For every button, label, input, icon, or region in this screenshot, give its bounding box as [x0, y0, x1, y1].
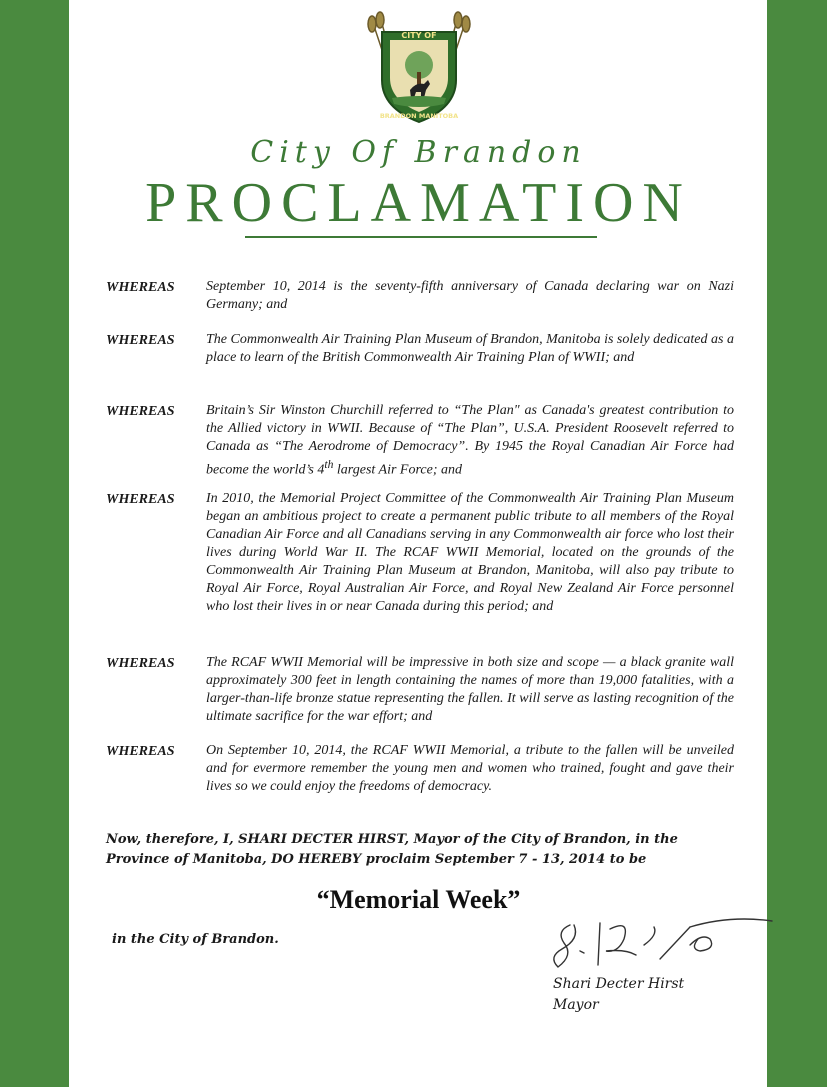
signer-name: Shari Decter Hirst: [553, 976, 685, 992]
title-underline: [245, 236, 597, 238]
whereas-label: WHEREAS: [106, 744, 175, 759]
crest-bottom-text: BRANDON MANITOBA: [379, 112, 459, 120]
mayor-signature: [540, 905, 775, 973]
whereas-label: WHEREAS: [106, 656, 175, 671]
proclamation-statement: Now, therefore, I, SHARI DECTER HIRST, Mayor of the City of Brandon, in the Province of Manitoba, DO HEREBY proclaim September 7 - 13, 2014 to be: [106, 832, 678, 867]
whereas-text-part: Britain’s Sir Winston Churchill referred to “The Plan" as Canada's greatest contribution to the Allied victory in WWII. Because of “The Plan”, U.S.A. President Roosevelt referred to Canada as “The Aerodrome of Democracy”. By 1945 the Royal Canadian Air Force had become the world’s 4: [206, 403, 734, 478]
whereas-text: In 2010, the Memorial Project Committee of the Commonwealth Air Training Plan Museum began an ambitious project to create a permanent public tribute to all members of the Royal Canadian Air Force and all Canadians serving in any Commonwealth air force who lost their lives during World War II. The RCAF WWII Memorial, located on the grounds of the Commonwealth Air Training Plan Museum at Brandon, Manitoba, will also pay tribute to Royal Air Force, Royal Australian Air Force, and Royal New Zealand Air Force personnel who lost their lives in or near Canada during this period; and: [206, 491, 734, 614]
crest-top-text: CITY OF: [401, 31, 437, 40]
whereas-label: WHEREAS: [106, 280, 175, 295]
whereas-text-part: largest Air Force; and: [333, 462, 462, 478]
whereas-text: September 10, 2014 is the seventy-fifth anniversary of Canada declaring war on Nazi Germany; and: [206, 279, 734, 312]
signer-title: Mayor: [553, 997, 599, 1013]
left-green-border: [0, 0, 69, 1087]
whereas-clause: [106, 278, 734, 314]
whereas-label: WHEREAS: [106, 404, 175, 419]
whereas-clause: [106, 402, 734, 480]
whereas-clause: [106, 742, 734, 796]
whereas-clause: [106, 654, 734, 726]
whereas-label: WHEREAS: [106, 492, 175, 507]
ordinal-suffix: th: [324, 458, 334, 471]
memorial-week-title: “Memorial Week”: [316, 885, 521, 914]
whereas-text: [206, 402, 734, 480]
right-green-border: [767, 0, 827, 1087]
city-crest-logo: [358, 10, 480, 128]
whereas-text: The Commonwealth Air Training Plan Museum of Brandon, Manitoba is solely dedicated as a place to learn of the British Commonwealth Air Training Plan of WWII; and: [206, 332, 734, 365]
whereas-clause: [106, 331, 734, 367]
whereas-label: WHEREAS: [106, 333, 175, 348]
proclamation-title: PROCLAMATION: [145, 172, 692, 234]
in-the-city-text: in the City of Brandon.: [112, 932, 279, 947]
whereas-clause: [106, 490, 734, 616]
city-of-brandon-heading: City Of Brandon: [250, 135, 587, 170]
whereas-text: The RCAF WWII Memorial will be impressive in both size and scope — a black granite wall approximately 300 feet in length containing the names of more than 19,000 fatalities, with a larger-than-life bronze statue representing the fallen. It will serve as lasting recognition of the ultimate sacrifice for the war effort; and: [206, 655, 734, 724]
whereas-text: On September 10, 2014, the RCAF WWII Memorial, a tribute to the fallen will be unveiled and for evermore remember the young men and women who trained, fought and gave their lives so we could enjoy the freedoms of democracy.: [206, 743, 734, 794]
